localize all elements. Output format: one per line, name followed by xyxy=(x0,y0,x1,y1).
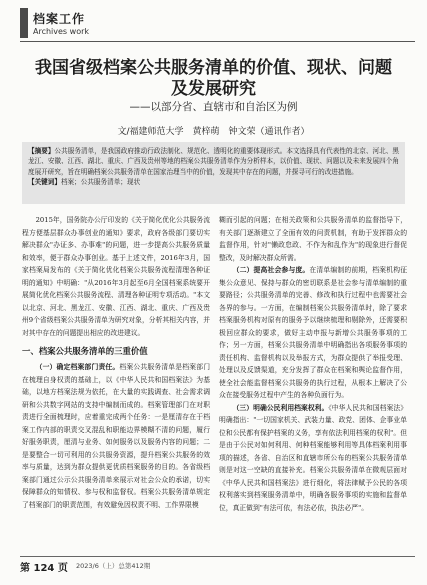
paragraph-intro: 2015年，国务院办公厅印发的《关于简化优化公共服务流程方便基层群众办事创业的通知》要求，政府各级部门要切实解决群众"办证多、办事难"的问题，进一步提高公共服务质量和效率，便于群众办事创业。基于上述文件，2016年3月，国家档案局发布的《关于简化优化档案公共服务流程清理各种证明的通知》中明确："从2016年3月起至6月全国档案系统要开展简化优化档案公共服务流程、清理各种证明专项活动。"本文以北京、河北、黑龙江、安徽、江西、湖北、重庆、广西及贵州9个省级档案公共服务清单为研究对象，分析其相关内容，并对其中存在的问题提出相应的改进建议。 xyxy=(22,216,210,337)
issue-info: 2023/6（上）总第412期 xyxy=(76,562,151,570)
paragraph-1-3 xyxy=(219,402,407,515)
paragraph-1-1-cont: 糊而引起的问题；在相关政策和公共服务清单的监督指导下，有关部门逐渐建立了全面有效的问责机制，有助于发挥群众的监督作用，针对"懒政怠政、不作为和乱作为"的现象进行督促整改，及时解决群众所需。 xyxy=(219,216,407,262)
subheading-1-3: （三）明确公民利用档案权利。 xyxy=(232,403,329,412)
subheading-1-1: （一）确定档案部门责任。 xyxy=(35,363,120,371)
paragraph-1-1 xyxy=(22,361,210,511)
keywords-label: 【关键词】 xyxy=(28,178,61,187)
section-header xyxy=(20,8,415,46)
page-number: 第 124 页 xyxy=(20,563,68,574)
section-title-cn: 档案工作 xyxy=(33,12,86,26)
article-title xyxy=(20,58,407,100)
article-subtitle: ——以部分省、直辖市和自治区为例 xyxy=(129,101,298,113)
body-column-right xyxy=(219,214,407,514)
abstract-box xyxy=(22,142,405,204)
section-heading-1: 一、档案公共服务清单的三重价值 xyxy=(22,346,148,356)
subheading-1-2: （二）提高社会参与度。 xyxy=(232,266,310,274)
body-column-left xyxy=(22,214,210,511)
title-line-1: 我国省级档案公共服务清单的价值、现状、问题 xyxy=(35,58,392,78)
header-divider xyxy=(20,41,415,42)
article-authors: 文/福建师范大学 黄梓萌 钟文荣（通讯作者） xyxy=(117,127,310,137)
abstract-text: 公共服务清单，是我国政府推动行政法制化、规范化、透明化的重要体现形式。本文选择具有代表性的北京、河北、黑龙江、安徽、江西、湖北、重庆、广西及贵州等地的档案公共服务清单作为分析样本，以价值、现状、问题以及未来发展四个角度展开研究，旨在明确档案公共服务清单在国家治理当中的价值，发现其中存在的问题，并探寻可行的改进措施。 xyxy=(28,147,400,176)
section-marker-bar xyxy=(20,8,28,38)
paragraph-1-2 xyxy=(219,264,407,402)
section-title-en: Archives work xyxy=(33,27,90,36)
footer-divider xyxy=(20,556,415,557)
title-line-2: 及发展研究 xyxy=(171,79,256,99)
page-footer xyxy=(20,556,415,578)
abstract-label: 【摘要】 xyxy=(28,147,55,155)
paragraph-1-1-text: 档案公共服务清单是档案部门在梳理自身权责的基础上，以《中华人民共和国档案法》为基础，以地方档案法规为依托，在大量的实践调查、社会需求调研和公共数字网站的支持中编制而成的。档案管理部门在对职责进行全面梳理时，应着重完成两个任务：一是厘清存在于档案工作内部的职责交叉混乱和职能边界模糊不清的问题，履行好服务职责，厘清与业务、如何服务以及服务内容的问题；二是要整合一切可利用的公共服务资源，提升档案公共服务的效率与质量，达到为群众提供更优质档案服务的目的。各省级档案部门通过公示公共服务清单来展示对社会公众的承诺，切实保障群众的知情权、参与权和监督权。档案公共服务清单规定了档案部门的职责范围，有效避免因权责不明、工作界限模 xyxy=(22,363,211,509)
keywords-text: 档案；公共服务清单；现状 xyxy=(60,178,141,187)
paragraph-1-3-text: 《中华人民共和国档案法》明确指出："一切国家机关、武装力量、政党、团体、企事业单位和公民都有保护档案的义务，享有依法利用档案的权利"。但是由于公民对如何利用、何种档案能够利用等具体档案利用事项的描述，各省、自治区和直辖市所公布的档案公共服务清单则是对这一空缺的直接补充。档案公共服务清单在微观层面对《中华人民共和国档案法》进行细化，将法律赋予公民的各项权利落实到档案服务清单中，明确各服务事项的实施和监督单位，真正做到"有法可依，有法必依，执法必严"。 xyxy=(219,403,407,512)
paragraph-1-2-text: 在清单编制的前期，档案机构征集公众意见、保持与群众的密切联系是社会参与清单编制的重要路径；公共服务清单的完善、修改和执行过程中也需要社会各界的参与。一方面，在编制档案公共服务清单时，除了要求档案服务机构对原有的服务予以继续梳理和剔除外，还需要积极回应群众的要求，做好主动申报与新增公共服务事项的工作；另一方面，档案公共服务清单中明确指出各项服务事项的责任机构、监督机构以及举报方式，为群众提供了举报受理、处理以及反馈渠道，充分发挥了群众在档案和舆论监督作用，使全社会能监督档案公共服务的执行过程，从根本上解决了公众在接受服务过程中产生的各种负面行为。 xyxy=(219,266,408,399)
